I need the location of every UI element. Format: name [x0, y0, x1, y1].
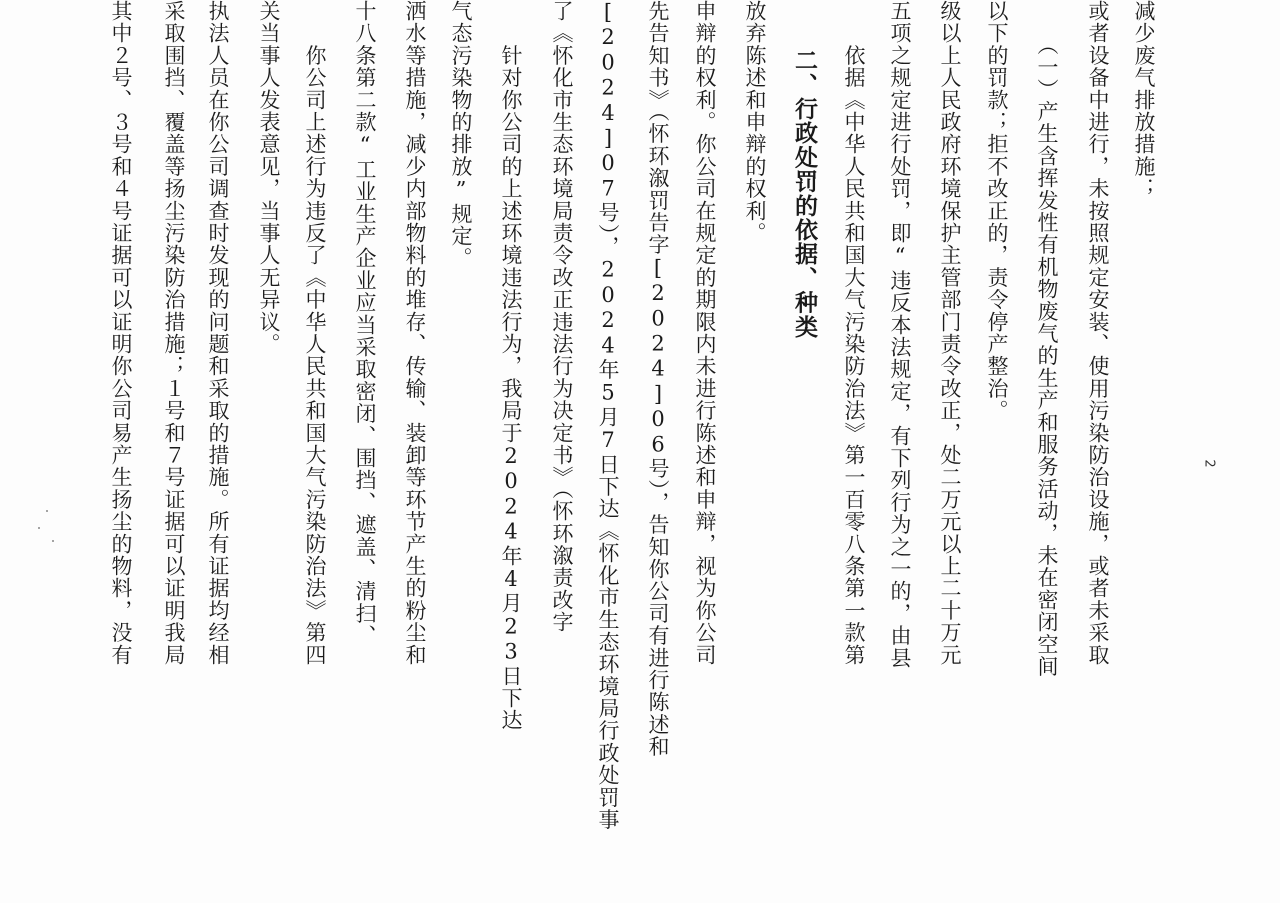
text-line: 洒水等措施，减少内部物料的堆存、传输、装卸等环节产生的粉尘和: [403, 0, 427, 666]
page-number: 2: [1201, 459, 1217, 468]
text-line: 五项之规定进行处罚，即“违反本法规定，有下列行为之一的，由县: [888, 0, 912, 669]
text-line: 其中２号、３号和４号证据可以证明你公司易产生扬尘的物料，没有: [109, 0, 133, 666]
text-line: 针对你公司的上述环境违法行为，我局于2024年4月23日下达: [499, 0, 523, 732]
text-line: （一）产生含挥发性有机物废气的生产和服务活动，未在密闭空间: [1035, 0, 1059, 678]
text-line: 减少废气排放措施；: [1132, 0, 1156, 200]
scan-speck: [46, 510, 48, 512]
text-line: 依据《中华人民共和国大气污染防治法》第一百零八条第一款第: [842, 0, 866, 666]
text-line: 放弃陈述和申辩的权利。: [743, 0, 767, 245]
scan-speck: [38, 527, 40, 529]
text-line: 执法人员在你公司调查时发现的问题和采取的措施。所有证据均经相: [206, 0, 230, 666]
text-line: 级以上人民政府环境保护主管部门责令改正，处二万元以上二十万元: [938, 0, 962, 666]
text-line: 十八条第二款“工业生产企业应当采取密闭、围挡、遮盖、清扫、: [353, 0, 377, 647]
text-line: 你公司上述行为违反了《中华人民共和国大气污染防治法》第四: [303, 0, 327, 666]
text-line: 以下的罚款；拒不改正的，责令停产整治。: [985, 0, 1009, 422]
text-line: 采取围挡、覆盖等扬尘污染防治措施；１号和７号证据可以证明我局: [162, 0, 186, 666]
text-line: 气态污染物的排放”规定。: [449, 0, 473, 270]
text-line: [2024]07号），2024年5月7日下达《怀化市生态环境局行政处罚事: [596, 0, 620, 831]
text-line: 了《怀化市生态环境局责令改正违法行为决定书》（怀环溆责改字: [550, 0, 574, 634]
scan-speck: [52, 540, 54, 542]
text-line: 先告知书》（怀环溆罚告字[2024]06号），告知你公司有进行陈述和: [646, 0, 670, 758]
text-line: 或者设备中进行，未按照规定安装、使用污染防治设施，或者未采取: [1086, 0, 1110, 666]
text-line: 申辩的权利。你公司在规定的期限内未进行陈述和申辩，视为你公司: [693, 0, 717, 666]
text-line: 关当事人发表意见，当事人无异议。: [257, 0, 281, 356]
section-heading: 二、行政处罚的依据、种类: [791, 0, 817, 339]
